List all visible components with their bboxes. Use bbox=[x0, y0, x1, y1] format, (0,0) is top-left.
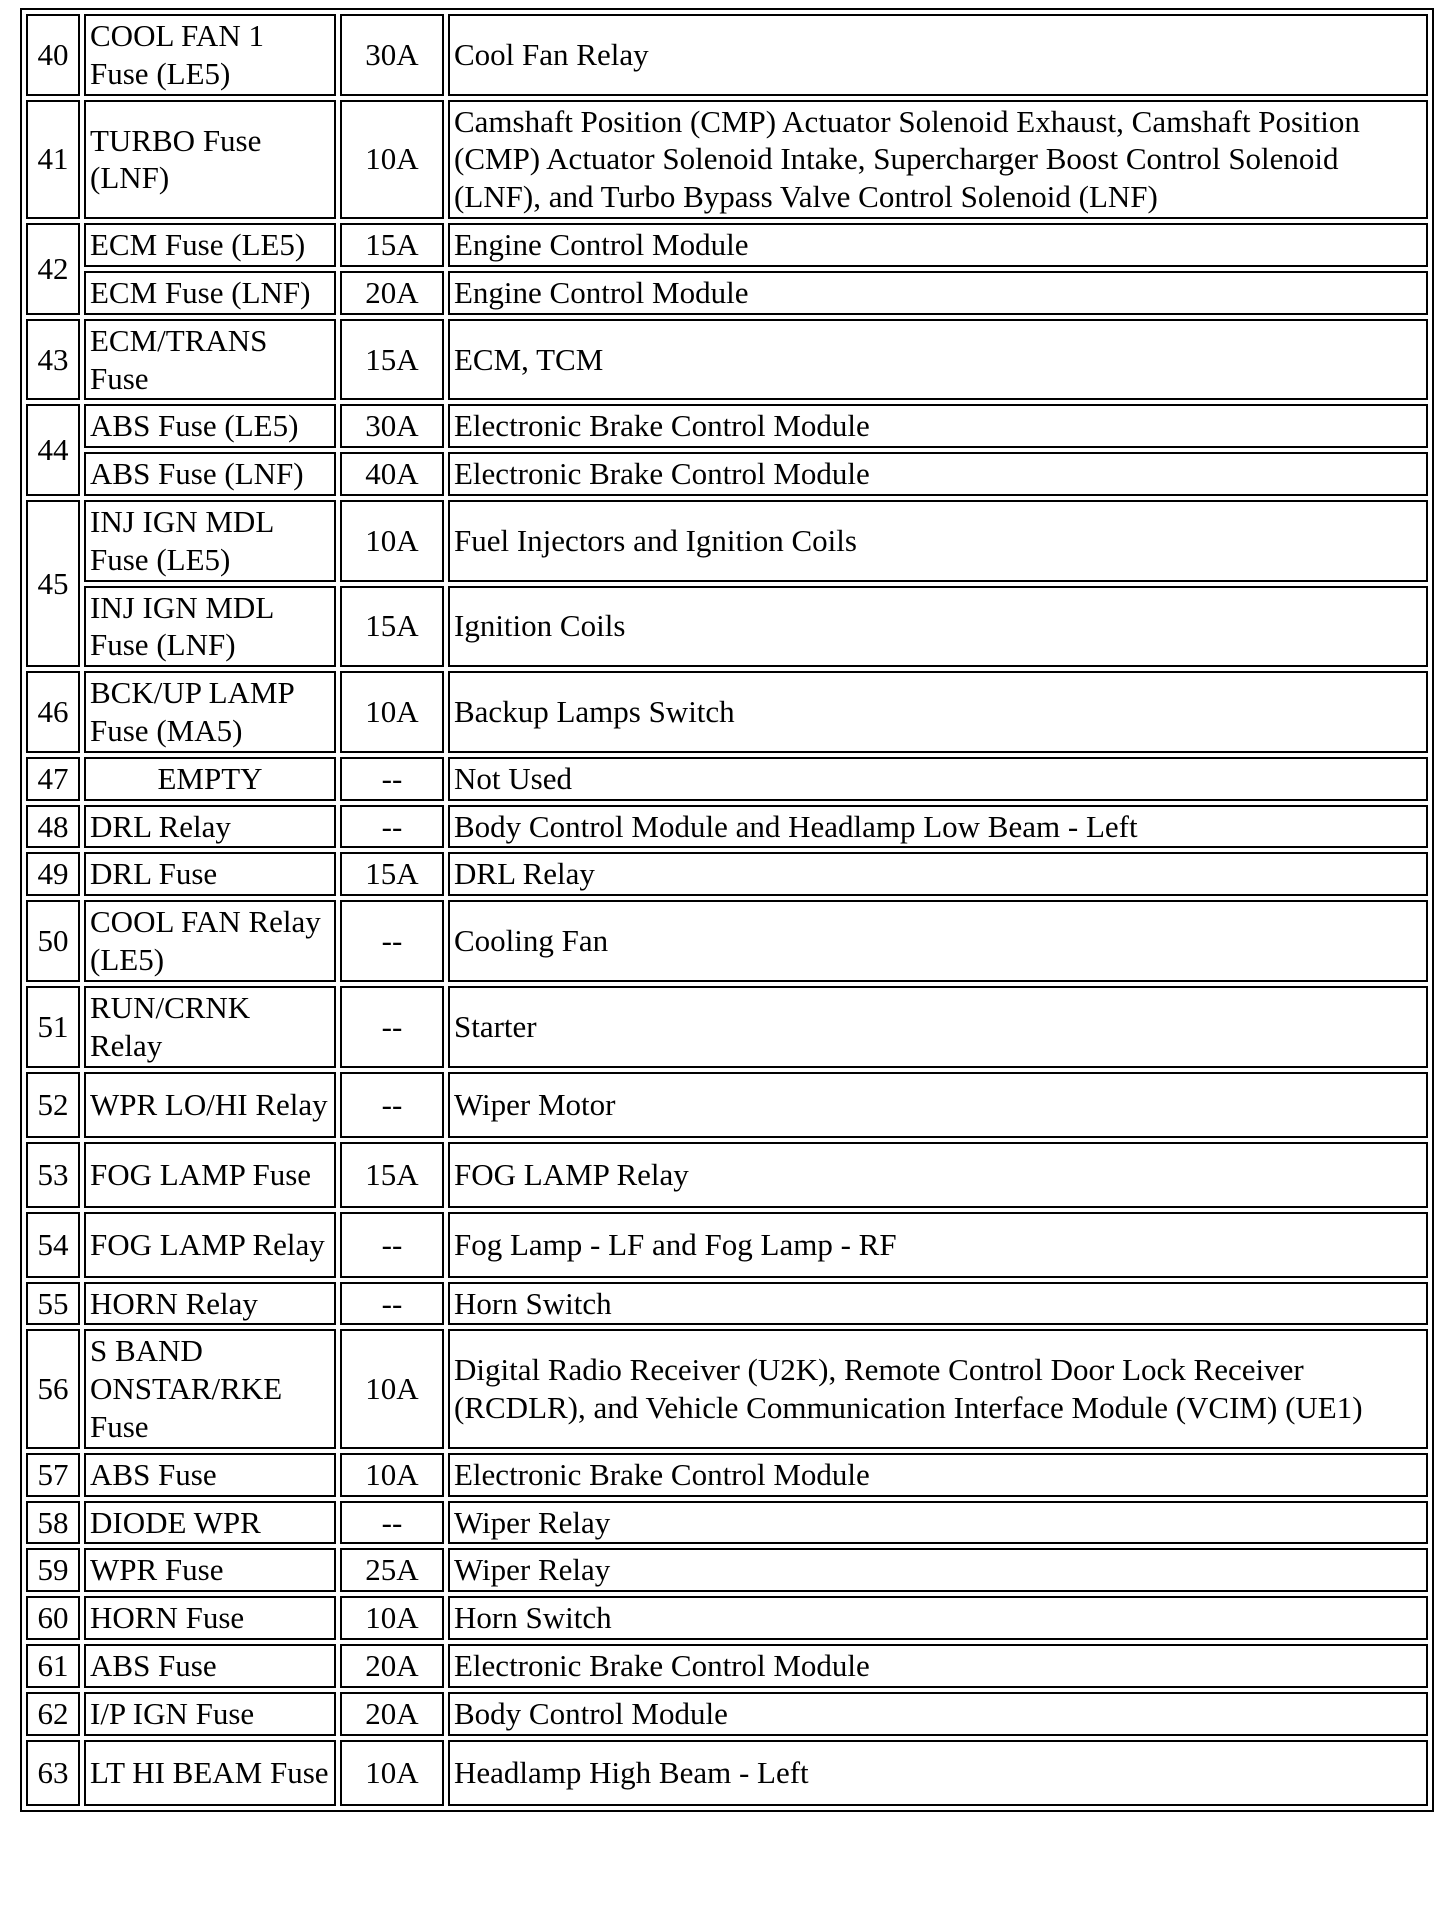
fuse-name: INJ IGN MDL Fuse (LE5) bbox=[84, 500, 336, 582]
fuse-name: ABS Fuse (LNF) bbox=[84, 452, 336, 496]
fuse-usage: ECM, TCM bbox=[448, 319, 1428, 401]
fuse-usage: Wiper Relay bbox=[448, 1548, 1428, 1592]
fuse-name: HORN Relay bbox=[84, 1282, 336, 1326]
fuse-amperage: 20A bbox=[340, 1692, 444, 1736]
fuse-amperage: -- bbox=[340, 1501, 444, 1545]
table-row bbox=[26, 14, 1428, 96]
fuse-usage: Electronic Brake Control Module bbox=[448, 404, 1428, 448]
table-row bbox=[26, 223, 1428, 267]
fuse-number: 51 bbox=[26, 986, 80, 1068]
fuse-number: 56 bbox=[26, 1329, 80, 1448]
fuse-number: 62 bbox=[26, 1692, 80, 1736]
fuse-number: 41 bbox=[26, 100, 80, 219]
fuse-name: ECM Fuse (LE5) bbox=[84, 223, 336, 267]
fuse-usage: Ignition Coils bbox=[448, 586, 1428, 668]
fuse-number: 55 bbox=[26, 1282, 80, 1326]
fuse-name: BCK/UP LAMP Fuse (MA5) bbox=[84, 671, 336, 753]
fuse-amperage: -- bbox=[340, 986, 444, 1068]
fuse-number: 42 bbox=[26, 223, 80, 315]
fuse-amperage: -- bbox=[340, 1212, 444, 1278]
fuse-amperage: 10A bbox=[340, 1596, 444, 1640]
fuse-usage: Wiper Relay bbox=[448, 1501, 1428, 1545]
fuse-name: ABS Fuse bbox=[84, 1644, 336, 1688]
table-row bbox=[26, 100, 1428, 219]
fuse-name: EMPTY bbox=[84, 757, 336, 801]
fuse-name: ECM Fuse (LNF) bbox=[84, 271, 336, 315]
fuse-amperage: -- bbox=[340, 757, 444, 801]
fuse-name: RUN/CRNK Relay bbox=[84, 986, 336, 1068]
fuse-usage: Horn Switch bbox=[448, 1596, 1428, 1640]
fuse-usage: Backup Lamps Switch bbox=[448, 671, 1428, 753]
fuse-number: 44 bbox=[26, 404, 80, 496]
fuse-number: 53 bbox=[26, 1142, 80, 1208]
fuse-amperage: 30A bbox=[340, 404, 444, 448]
fuse-usage: Electronic Brake Control Module bbox=[448, 1644, 1428, 1688]
fuse-number: 40 bbox=[26, 14, 80, 96]
fuse-number: 59 bbox=[26, 1548, 80, 1592]
table-row bbox=[26, 671, 1428, 753]
fuse-name: DIODE WPR bbox=[84, 1501, 336, 1545]
fuse-name: S BAND ONSTAR/RKE Fuse bbox=[84, 1329, 336, 1448]
fuse-amperage: 10A bbox=[340, 100, 444, 219]
fuse-amperage: 25A bbox=[340, 1548, 444, 1592]
fuse-usage: Engine Control Module bbox=[448, 223, 1428, 267]
fuse-amperage: -- bbox=[340, 1072, 444, 1138]
fuse-table bbox=[22, 10, 1432, 1810]
table-row bbox=[26, 900, 1428, 982]
table-row bbox=[26, 1282, 1428, 1326]
fuse-number: 50 bbox=[26, 900, 80, 982]
fuse-amperage: 10A bbox=[340, 500, 444, 582]
fuse-usage: FOG LAMP Relay bbox=[448, 1142, 1428, 1208]
fuse-usage: Wiper Motor bbox=[448, 1072, 1428, 1138]
fuse-amperage: -- bbox=[340, 1282, 444, 1326]
table-row bbox=[26, 1644, 1428, 1688]
fuse-amperage: 15A bbox=[340, 223, 444, 267]
table-row bbox=[26, 271, 1428, 315]
table-row bbox=[26, 1740, 1428, 1806]
table-row bbox=[26, 586, 1428, 668]
fuse-usage: Fog Lamp - LF and Fog Lamp - RF bbox=[448, 1212, 1428, 1278]
fuse-usage: Body Control Module and Headlamp Low Beam - Left bbox=[448, 805, 1428, 849]
fuse-name: DRL Relay bbox=[84, 805, 336, 849]
fuse-usage: Horn Switch bbox=[448, 1282, 1428, 1326]
table-row bbox=[26, 852, 1428, 896]
fuse-usage: DRL Relay bbox=[448, 852, 1428, 896]
fuse-number: 47 bbox=[26, 757, 80, 801]
fuse-name: LT HI BEAM Fuse bbox=[84, 1740, 336, 1806]
table-row bbox=[26, 404, 1428, 448]
fuse-name: ECM/TRANS Fuse bbox=[84, 319, 336, 401]
fuse-usage: Cooling Fan bbox=[448, 900, 1428, 982]
fuse-usage: Headlamp High Beam - Left bbox=[448, 1740, 1428, 1806]
fuse-amperage: 20A bbox=[340, 1644, 444, 1688]
fuse-number: 60 bbox=[26, 1596, 80, 1640]
fuse-number: 52 bbox=[26, 1072, 80, 1138]
fuse-name: COOL FAN 1 Fuse (LE5) bbox=[84, 14, 336, 96]
fuse-name: WPR LO/HI Relay bbox=[84, 1072, 336, 1138]
fuse-number: 46 bbox=[26, 671, 80, 753]
table-row bbox=[26, 319, 1428, 401]
fuse-usage: Cool Fan Relay bbox=[448, 14, 1428, 96]
fuse-name: FOG LAMP Relay bbox=[84, 1212, 336, 1278]
fuse-amperage: 15A bbox=[340, 319, 444, 401]
fuse-name: HORN Fuse bbox=[84, 1596, 336, 1640]
table-row bbox=[26, 500, 1428, 582]
fuse-number: 48 bbox=[26, 805, 80, 849]
fuse-name: I/P IGN Fuse bbox=[84, 1692, 336, 1736]
fuse-number: 61 bbox=[26, 1644, 80, 1688]
fuse-amperage: -- bbox=[340, 900, 444, 982]
fuse-name: COOL FAN Relay (LE5) bbox=[84, 900, 336, 982]
fuse-usage: Electronic Brake Control Module bbox=[448, 1453, 1428, 1497]
table-row bbox=[26, 1212, 1428, 1278]
table-row bbox=[26, 1596, 1428, 1640]
fuse-usage: Engine Control Module bbox=[448, 271, 1428, 315]
fuse-number: 54 bbox=[26, 1212, 80, 1278]
table-row bbox=[26, 1692, 1428, 1736]
table-row bbox=[26, 1453, 1428, 1497]
fuse-amperage: 15A bbox=[340, 1142, 444, 1208]
table-row bbox=[26, 757, 1428, 801]
fuse-usage: Body Control Module bbox=[448, 1692, 1428, 1736]
table-row bbox=[26, 1548, 1428, 1592]
fuse-table-sheet bbox=[20, 8, 1434, 1812]
fuse-table-body bbox=[26, 14, 1428, 1806]
fuse-name: ABS Fuse (LE5) bbox=[84, 404, 336, 448]
fuse-usage: Not Used bbox=[448, 757, 1428, 801]
fuse-name: INJ IGN MDL Fuse (LNF) bbox=[84, 586, 336, 668]
table-row bbox=[26, 1072, 1428, 1138]
table-row bbox=[26, 452, 1428, 496]
fuse-amperage: 15A bbox=[340, 852, 444, 896]
fuse-number: 49 bbox=[26, 852, 80, 896]
table-row bbox=[26, 986, 1428, 1068]
fuse-number: 57 bbox=[26, 1453, 80, 1497]
fuse-amperage: 10A bbox=[340, 671, 444, 753]
fuse-usage: Camshaft Position (CMP) Actuator Solenoid Exhaust, Camshaft Position (CMP) Actuator Solenoid Intake, Supercharger Boost Control Solenoid (LNF), and Turbo Bypass Valve Control Solenoid (LNF) bbox=[448, 100, 1428, 219]
fuse-name: ABS Fuse bbox=[84, 1453, 336, 1497]
fuse-name: DRL Fuse bbox=[84, 852, 336, 896]
fuse-usage: Electronic Brake Control Module bbox=[448, 452, 1428, 496]
table-row bbox=[26, 1142, 1428, 1208]
fuse-number: 58 bbox=[26, 1501, 80, 1545]
fuse-amperage: 10A bbox=[340, 1740, 444, 1806]
fuse-usage: Starter bbox=[448, 986, 1428, 1068]
table-row bbox=[26, 1501, 1428, 1545]
fuse-number: 63 bbox=[26, 1740, 80, 1806]
fuse-amperage: 30A bbox=[340, 14, 444, 96]
fuse-name: FOG LAMP Fuse bbox=[84, 1142, 336, 1208]
fuse-amperage: 40A bbox=[340, 452, 444, 496]
fuse-amperage: 10A bbox=[340, 1329, 444, 1448]
fuse-name: WPR Fuse bbox=[84, 1548, 336, 1592]
fuse-amperage: 10A bbox=[340, 1453, 444, 1497]
table-row bbox=[26, 805, 1428, 849]
fuse-usage: Fuel Injectors and Ignition Coils bbox=[448, 500, 1428, 582]
fuse-amperage: 15A bbox=[340, 586, 444, 668]
fuse-usage: Digital Radio Receiver (U2K), Remote Control Door Lock Receiver (RCDLR), and Vehicle Communication Interface Module (VCIM) (UE1) bbox=[448, 1329, 1428, 1448]
fuse-number: 45 bbox=[26, 500, 80, 667]
table-row bbox=[26, 1329, 1428, 1448]
fuse-name: TURBO Fuse (LNF) bbox=[84, 100, 336, 219]
fuse-amperage: 20A bbox=[340, 271, 444, 315]
fuse-number: 43 bbox=[26, 319, 80, 401]
fuse-amperage: -- bbox=[340, 805, 444, 849]
